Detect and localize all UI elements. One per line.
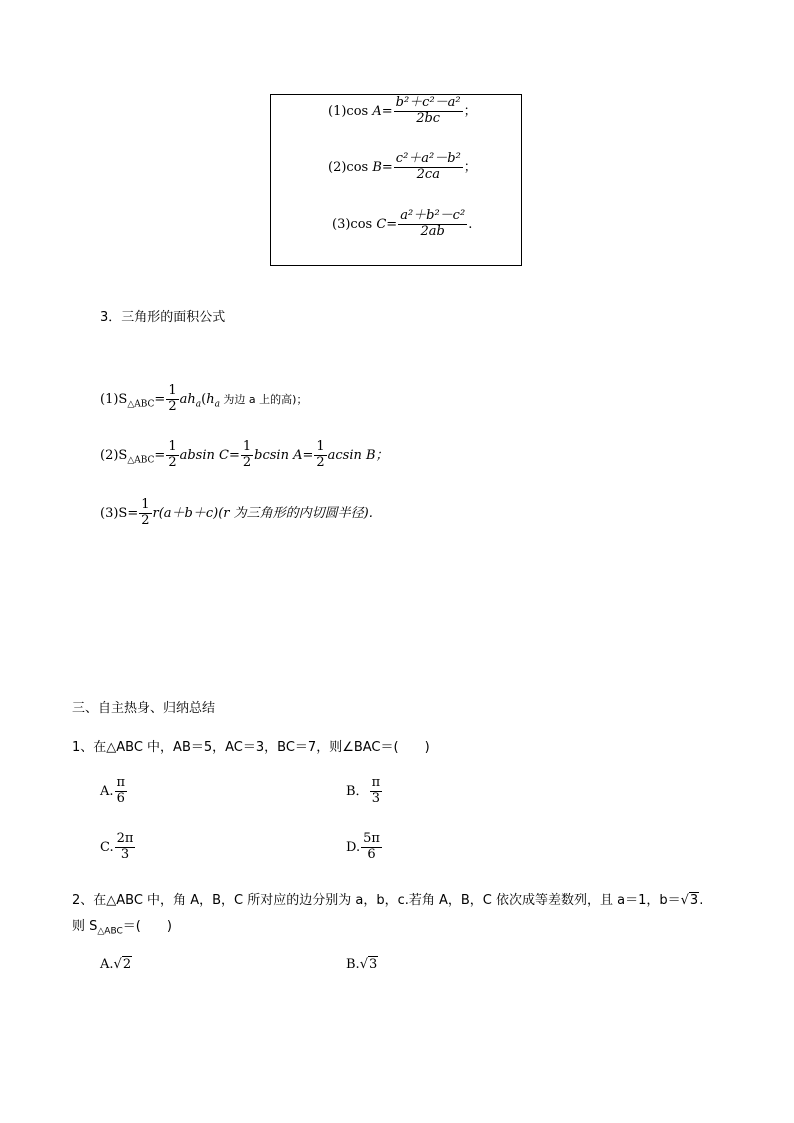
q2-option-b: B.√3 bbox=[346, 957, 378, 972]
area-formula-3: (3)S= $\frac{1}{2}$ r(a＋b＋c)(r 为三角形的内切圆半径). bbox=[100, 497, 373, 528]
area-heading: 3．三角形的面积公式 bbox=[100, 310, 226, 325]
cos-a-formula: (1)cos A= $\frac{\text{b²＋c²－a²}}{2bc}$ ； bbox=[328, 95, 477, 126]
q1-option-c: C. $\frac{2\pi}{3}$ bbox=[100, 831, 134, 862]
q1-option-d: D. $\frac{5\pi}{6}$ bbox=[346, 831, 380, 862]
question-1-stem: 1、在△ABC 中，AB＝5，AC＝3，BC＝7，则∠BAC＝( ) bbox=[72, 740, 430, 755]
section-heading: 三、自主热身、归纳总结 bbox=[72, 701, 216, 716]
cos-b-formula: (2)cos B= $\frac{\text{c²＋a²－b²}}{2ca}$ ； bbox=[328, 151, 477, 182]
q1-option-b: B． $\frac{\pi}{3}$ bbox=[346, 775, 381, 806]
area-formula-1: $(1)S_{\triangle ABC}=$ $\frac{1}{2}$ $ah_a(h_a$ 为边 a 上的高)； bbox=[100, 383, 308, 414]
q1-option-a: A. $\frac{\pi}{6}$ bbox=[100, 775, 126, 806]
cos-c-formula: (3)cos C= $\frac{\text{a²＋b²－c²}}{2ab}$ . bbox=[332, 208, 473, 239]
q2-option-a: A.√2 bbox=[100, 957, 132, 972]
area-formula-2: $(2)S_{\triangle ABC}=$ $\frac{1}{2}$ absin C= $\frac{1}{2}$ bcsin A= $\frac{1}{2}$ acsin B； bbox=[100, 439, 389, 470]
question-2-stem: 2、在△ABC 中，角 A，B，C 所对应的边分别为 a，b，c.若角 A，B，C 依次成等差数列，且 a＝1，b＝√3. bbox=[72, 893, 704, 908]
question-2-line2: 则 $S_{\triangle ABC}=$( ) bbox=[72, 919, 172, 937]
